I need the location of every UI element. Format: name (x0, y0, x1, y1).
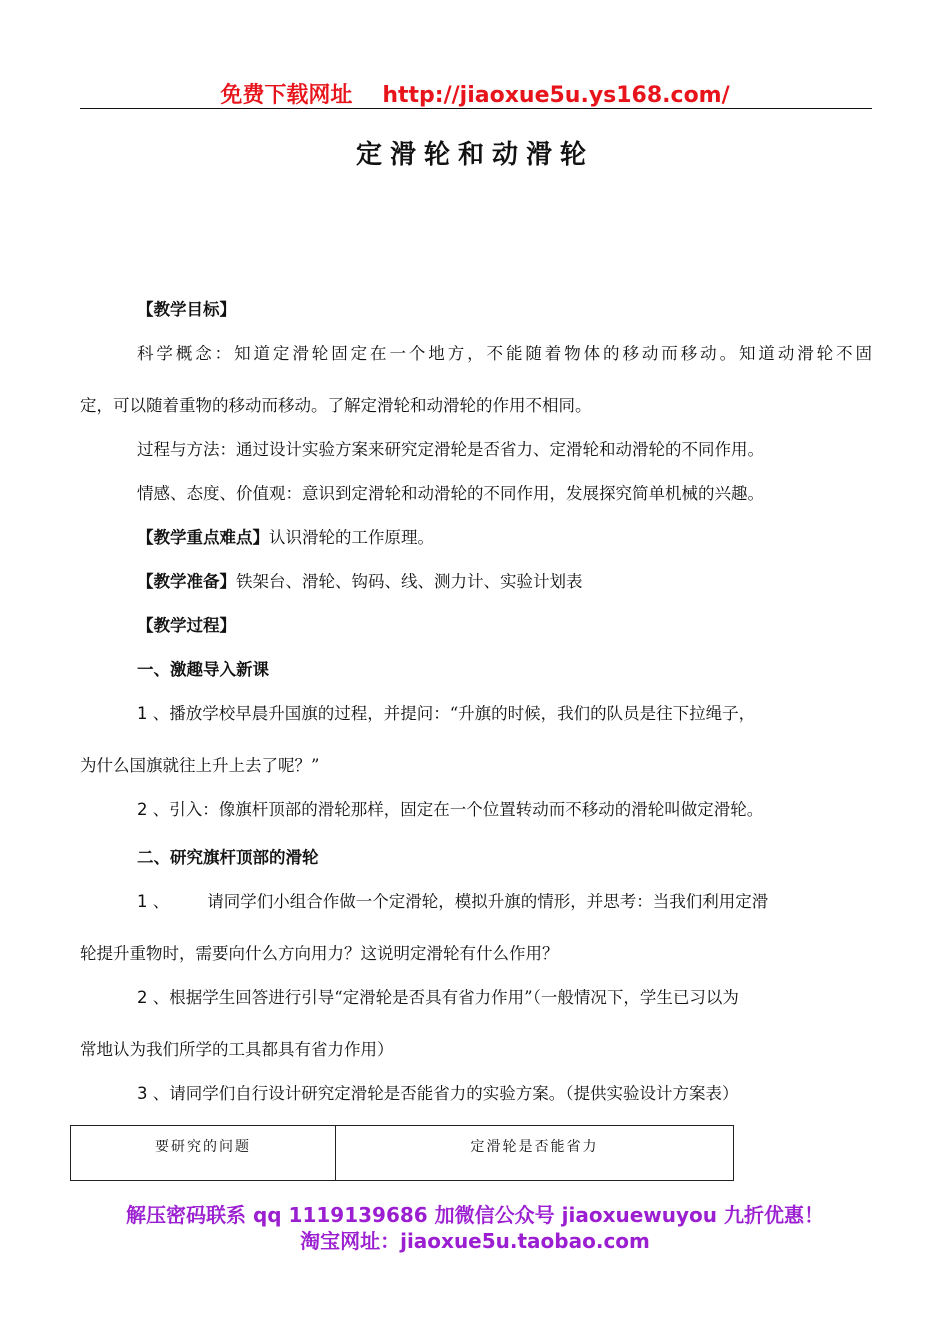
experiment-plan-table (70, 1125, 734, 1181)
section1-item2 (137, 799, 872, 821)
section1-heading: 一、激趣导入新课 (137, 660, 269, 679)
section1-item2-number: 2 (137, 800, 148, 819)
header-url[interactable]: http://jiaoxue5u.ys168.com/ (382, 83, 730, 108)
objectives-science-line2: 定，可以随着重物的移动而移动。了解定滑轮和动滑轮的作用不相同。 (80, 396, 592, 415)
objectives-attitude: 情感、态度、价值观：意识到定滑轮和动滑轮的不同作用，发展探究简单机械的兴趣。 (137, 484, 764, 503)
preparation-heading: 【教学准备】 (137, 572, 236, 591)
objectives-science-line1: 科学概念：知道定滑轮固定在一个地方，不能随着物体的移动而移动。知道动滑轮不固 (137, 344, 872, 363)
section1-item1-line2: 为什么国旗就往上升上去了呢？” (80, 756, 320, 775)
section2-item2-line1 (137, 987, 872, 1009)
section2-heading: 二、研究旗杆顶部的滑轮 (137, 848, 319, 867)
key-points (137, 527, 872, 549)
section2-item1-line2: 轮提升重物时，需要向什么方向用力？这说明定滑轮有什么作用？ (80, 944, 559, 963)
plan-table-question-value: 定滑轮是否能省力 (470, 1139, 599, 1155)
section2-item3 (137, 1083, 872, 1105)
section2-item2-text: 、根据学生回答进行引导“定滑轮是否具有省力作用”（一般情况下，学生已习以为 (152, 988, 739, 1007)
page-title: 定滑轮和动滑轮 (355, 140, 594, 170)
section2-item1-number: 1 (137, 892, 148, 911)
key-points-heading: 【教学重点难点】 (137, 528, 269, 547)
footer-shop-link[interactable]: 淘宝网址：jiaoxue5u.taobao.com (300, 1229, 650, 1253)
footer-contact: 解压密码联系 qq 1119139686 加微信公众号 jiaoxuewuyou 九折优惠！ (126, 1203, 824, 1227)
section2-item1-line1 (137, 891, 872, 913)
section1-item1-text: 、播放学校早晨升国旗的过程，并提问：“升旗的时候，我们的队员是往下拉绳子， (152, 704, 756, 723)
section1-item1-number: 1 (137, 704, 148, 723)
section2-item3-number: 3 (137, 1084, 148, 1103)
preparation (137, 571, 872, 593)
process-heading: 【教学过程】 (137, 616, 236, 635)
header-label: 免费下载网址 (220, 83, 353, 108)
section2-item2-number: 2 (137, 988, 148, 1007)
preparation-text: 铁架台、滑轮、钩码、线、测力计、实验计划表 (236, 572, 583, 591)
section1-item2-text: 、引入：像旗杆顶部的滑轮那样，固定在一个位置转动而不移动的滑轮叫做定滑轮。 (152, 800, 764, 819)
objectives-process: 过程与方法：通过设计实验方案来研究定滑轮是否省力、定滑轮和动滑轮的不同作用。 (137, 440, 764, 459)
section2-item1-separator: 、 (152, 892, 170, 911)
header-divider (80, 108, 872, 109)
plan-table-question-label: 要研究的问题 (71, 1126, 336, 1180)
objectives-heading: 【教学目标】 (137, 300, 236, 319)
key-points-text: 认识滑轮的工作原理。 (269, 528, 434, 547)
section2-item3-text: 、请同学们自行设计研究定滑轮是否能省力的实验方案。（提供实验设计方案表） (152, 1084, 739, 1103)
section2-item1-text: 请同学们小组合作做一个定滑轮，模拟升旗的情形，并思考：当我们利用定滑 (207, 892, 769, 911)
section1-item1-line1 (137, 703, 872, 725)
header-download-link[interactable] (0, 78, 950, 109)
section2-item2-line2: 常地认为我们所学的工具都具有省力作用） (80, 1040, 394, 1059)
